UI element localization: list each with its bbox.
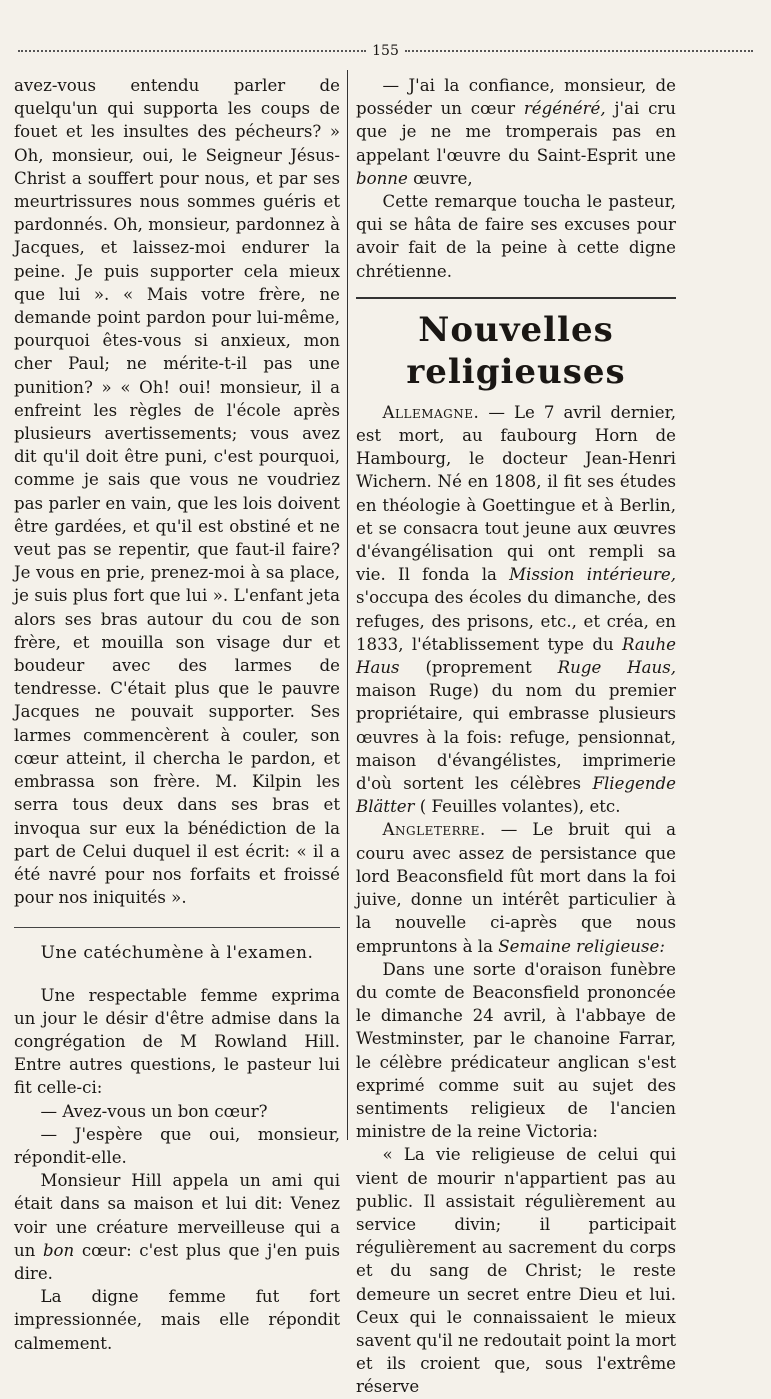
- page-header: [18, 44, 753, 58]
- paragraph: La digne femme fut fort impressionnée, mais elle répondit calmement.: [14, 1287, 340, 1353]
- header-rule-left: [18, 50, 366, 52]
- article-title-catechumene: Une catéchumène à l'examen.: [40, 943, 314, 964]
- paragraph: Dans une sorte d'oraison funèbre du comte de Beaconsfield prononcée le dimanche 24 avril, à l'abbaye de Westminster, par le chanoine Farrar, le célèbre prédicateur anglican s'est exprimé comme suit au sujet des sentiments religieux de l'ancien ministre de la reine Victoria:: [356, 959, 676, 1142]
- paragraph: Cette remarque toucha le pasteur, qui se hâta de faire ses excuses pour avoir fait de la peine à cette digne chrétienne.: [356, 192, 676, 281]
- column-divider: [347, 70, 348, 1140]
- section-title-nouvelles: Nouvelles religieuses: [406, 309, 626, 392]
- paragraph: Une respectable femme exprima un jour le désir d'être admise dans la congrégation de M Rowland Hill. Entre autres questions, le pasteur lui fit celle-ci:: [14, 985, 340, 1098]
- quotation: « La vie religieuse de celui qui vient de mourir n'appartient pas au public. Il assistait régulièrement au service divin; il participait régulièrement au sacrement du corps et du sang de Christ; le reste demeure un secret entre Dieu et lui. Ceux qui le connaissaient le mieux savent qu'il ne redoutait point la mort et ils croient que, sous l'extrême réserve: [356, 1145, 676, 1397]
- dialogue-line: — J'ai la confiance, monsieur, de posséder un cœur régénéré, j'ai cru que je ne me tromperais pas en appelant l'œuvre du Saint-Esprit une bonne œuvre,: [356, 76, 676, 188]
- story-continuation: avez-vous entendu parler de quelqu'un qui supporta les coups de fouet et les insultes des pécheurs? » Oh, monsieur, oui, le Seigneur Jésus-Christ a souffert pour nous, et par ses meurtrissures nous sommes guéris et pardonnés. Oh, monsieur, pardonnez à Jacques, et laissez-moi endurer la peine. Je puis supporter cela mieux que lui ». « Mais votre frère, ne demande point pardon pour lui-même, pourquoi êtes-vous si anxieux, mon cher Paul; ne mérite-t-il pas une punition? » « Oh! oui! monsieur, il a enfreint les règles de l'école après plusieurs avertissements; vous avez dit qu'il doit être puni, c'est pourquoi, comme je sais que vous ne voudriez pas parler en vain, que les lois doivent être gardées, et qu'il est obstiné et ne veut pas se repentir, que faut-il faire? Je vous en prie, prenez-moi à sa place, je suis plus fort que lui ». L'enfant jeta alors ses bras autour du cou de son frère, et mouilla son visage dur et boudeur avec des larmes de tendresse. C'était plus que le pauvre Jacques ne pouvait supporter. Ses larmes commencèrent à couler, son cœur atteint, il chercha le pardon, et embrassa son frère. M. Kilpin les serra tous deux dans ses bras et invoqua sur eux la bénédiction de la part de Celui duquel il est écrit: « il a été navré pour nos forfaits et froissé pour nos iniquités ».: [14, 76, 340, 908]
- article-separator: [356, 297, 676, 299]
- right-column: [356, 74, 676, 1399]
- page-number: 155: [372, 43, 399, 59]
- left-column: [14, 74, 340, 1355]
- country-label: Allemagne.: [382, 402, 480, 422]
- dialogue-line: — Avez-vous un bon cœur?: [40, 1101, 268, 1121]
- paragraph: Monsieur Hill appela un ami qui était dans sa maison et lui dit: Venez voir une créature merveilleuse qui a un bon cœur: c'est plus que j'en puis dire.: [14, 1171, 340, 1283]
- country-label: Angleterre.: [382, 820, 486, 840]
- header-rule-right: [405, 50, 753, 52]
- news-angleterre: Angleterre. — Le bruit qui a couru avec assez de persistance que lord Beaconsfield fût mort dans la foi juive, donne un intérêt particulier à la nouvelle ci-après que nous empruntons à la Semaine religieuse:: [356, 820, 676, 956]
- news-allemagne: Allemagne. — Le 7 avril dernier, est mort, au faubourg Horn de Hambourg, le docteur Jean-Henri Wichern. Né en 1808, il fit ses études en théologie à Goettingue et à Berlin, et se consacra tout jeune aux œuvres d'évangélisation qui ont rempli sa vie. Il fonda la Mission intérieure, s'occupa des écoles du dimanche, des refuges, des prisons, etc., et créa, en 1833, l'établissement type du Rauhe Haus (proprement Ruge Haus, maison Ruge) du nom du premier propriétaire, qui embrasse plusieurs œuvres à la fois: refuge, pensionnat, maison d'évangélistes, imprimerie d'où sortent les célèbres Fliegende Blätter ( Feuilles volantes), etc.: [356, 402, 676, 817]
- article-separator: [14, 927, 340, 928]
- dialogue-line: — J'espère que oui, monsieur, répondit-elle.: [14, 1124, 340, 1167]
